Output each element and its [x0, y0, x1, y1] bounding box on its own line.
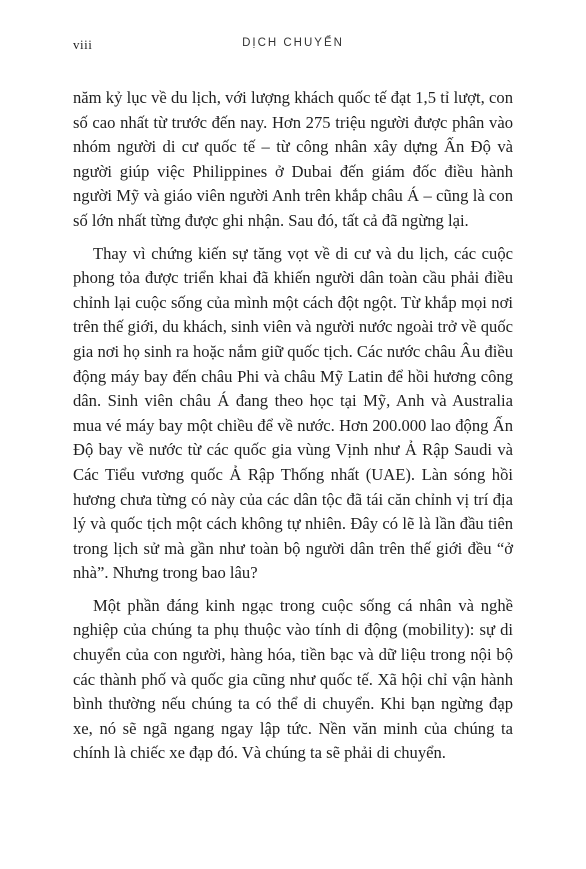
- paragraph: Một phần đáng kinh ngạc trong cuộc sống cá nhân và nghề nghiệp của chúng ta phụ thuộc vào tính di động (mobility): sự di chuyển của con người, hàng hóa, tiền bạc và dữ liệu trong nội bộ các thành phố và quốc gia cũng như quốc tế. Xã hội chỉ vận hành bình thường nếu chúng ta có thể di chuyển. Khi bạn ngừng đạp xe, nó sẽ ngã ngang ngay lập tức. Nền văn minh của chúng ta chính là chiếc xe đạp đó. Và chúng ta sẽ phải di chuyển.: [73, 595, 513, 763]
- page-number: viii: [73, 37, 93, 52]
- running-title: DỊCH CHUYỂN: [242, 37, 344, 49]
- body-text: [73, 86, 513, 774]
- paragraph-continued: năm kỷ lục về du lịch, với lượng khách quốc tế đạt 1,5 tỉ lượt, con số cao nhất từ trước đến nay. Hơn 275 triệu người được phân vào nhóm người di cư quốc tế – từ công nhân xây dựng Ấn Độ và người giúp việc Philippines ở Dubai đến giám đốc điều hành người Mỹ và giáo viên người Anh trên khắp châu Á – cũng là con số lớn nhất từng được ghi nhận. Sau đó, tất cả đã ngừng lại.: [73, 88, 513, 230]
- page-header: [73, 37, 513, 57]
- paragraph: Thay vì chứng kiến sự tăng vọt về di cư và du lịch, các cuộc phong tỏa được triển khai đã khiến người dân toàn cầu phải điều chỉnh lại cuộc sống của mình một cách đột ngột. Từ khắp mọi nơi trên thế giới, du khách, sinh viên và người nước ngoài trở về quốc gia nơi họ sinh ra hoặc nắm giữ quốc tịch. Các nước châu Âu điều động máy bay đến châu Phi và châu Mỹ Latin để hồi hương công dân. Sinh viên châu Á đang theo học tại Mỹ, Anh và Australia mua vé máy bay một chiều để về nước. Hơn 200.000 lao động Ấn Độ bay về nước từ các quốc gia vùng Vịnh như Ả Rập Saudi và Các Tiểu vương quốc Ả Rập Thống nhất (UAE). Làn sóng hồi hương chưa từng có này của các dân tộc đã tái căn chỉnh vị trí địa lý và quốc tịch một cách không tự nhiên. Đây có lẽ là lần đầu tiên trong lịch sử mà gần như toàn bộ người dân trên thế giới đều “ở nhà”. Nhưng trong bao lâu?: [73, 243, 513, 583]
